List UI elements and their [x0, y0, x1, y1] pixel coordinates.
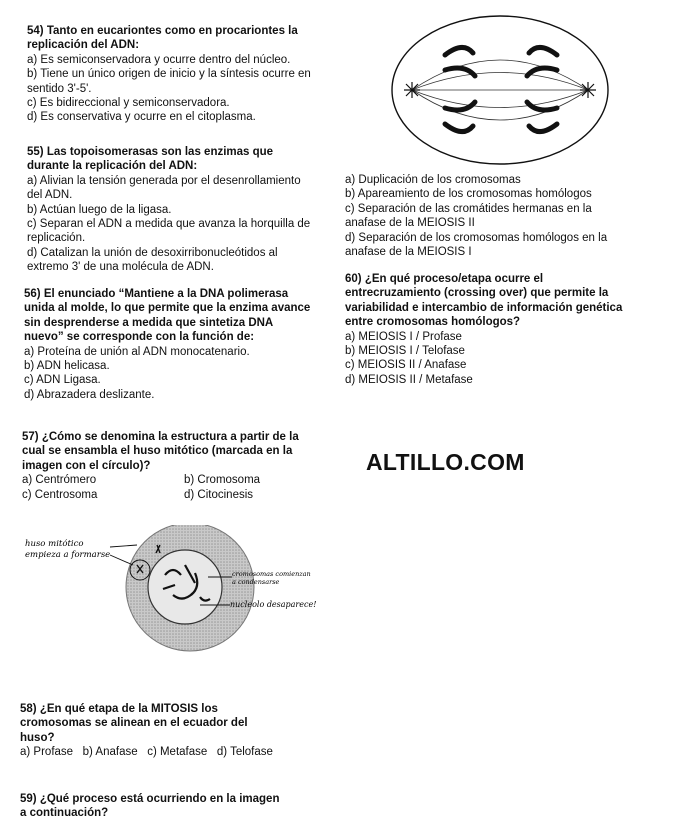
q57-option-b: b) Cromosoma: [184, 474, 261, 487]
q54-option-a: a) Es semiconservadora y ocurre dentro del núcleo.: [27, 53, 291, 66]
q57-option-a: a) Centrómero: [22, 474, 97, 487]
question-60: [345, 272, 627, 387]
q59-option-d: d) Separación de los cromosomas homólogos en la anafase de la MEIOSIS I: [345, 231, 608, 259]
question-60-title: 60) ¿En qué proceso/etapa ocurre el entrecruzamiento (crossing over) que permite la variabilidad e intercambio de información genética entre cromosomas homólogos?: [345, 273, 623, 329]
question-57-title: 57) ¿Cómo se denomina la estructura a partir de la cual se ensambla el huso mitótico (marcada en la imagen con el círculo)?: [22, 431, 299, 472]
q59-option-b: b) Apareamiento de los cromosomas homólogos: [345, 188, 592, 201]
q56-option-c: c) ADN Ligasa.: [24, 374, 101, 387]
q54-option-b: b) Tiene un único origen de inicio y la síntesis ocurre en sentido 3'-5'.: [27, 68, 311, 95]
q56-option-d: d) Abrazadera deslizante.: [24, 388, 155, 401]
question-58: [20, 702, 282, 760]
question-55: [27, 145, 312, 275]
q57-options-row-2: [22, 488, 307, 502]
question-58-title: 58) ¿En qué etapa de la MITOSIS los cromosomas se alinean en el ecuador del huso?: [20, 703, 248, 744]
q57-options-row-1: [22, 473, 307, 487]
question-55-title: 55) Las topoisomerasas son las enzimas que durante la replicación del ADN:: [27, 146, 274, 173]
q56-option-a: a) Proteína de unión al ADN monocatenario.: [24, 345, 250, 358]
q60-option-d: d) MEIOSIS II / Metafase: [345, 373, 473, 386]
question-59-options: [345, 173, 627, 259]
q54-option-c: c) Es bidireccional y semiconservadora.: [27, 97, 230, 110]
meiosis-anaphase-figure: [390, 10, 615, 170]
label-chromosomes-1: cromosomas comienzan: [232, 570, 311, 578]
q60-option-b: b) MEIOSIS I / Telofase: [345, 345, 465, 358]
label-nucleolus: nucleolo desaparece!: [230, 600, 317, 609]
q60-option-c: c) MEIOSIS II / Anafase: [345, 359, 467, 372]
label-spindle-2: empieza a formarse: [25, 550, 111, 560]
site-watermark: ALTILLO.COM: [366, 449, 525, 475]
question-56: [24, 287, 314, 402]
question-59-title: 59) ¿Qué proceso está ocurriendo en la imagen a continuación?: [20, 793, 280, 820]
label-spindle-1: huso mitótico: [25, 539, 84, 549]
q57-option-d: d) Citocinesis: [184, 488, 254, 501]
question-54: [27, 24, 312, 125]
question-59: [20, 792, 282, 821]
label-chromosomes-2: a condensarse: [232, 578, 280, 586]
question-57: [22, 430, 307, 502]
q55-option-a: a) Alivian la tensión generada por el desenrollamiento del ADN.: [27, 174, 301, 202]
q55-option-d: d) Catalizan la unión de desoxirribonucleótidos al extremo 3' de una molécula de ADN.: [27, 246, 278, 274]
q56-option-b: b) ADN helicasa.: [24, 360, 110, 373]
q57-option-c: c) Centrosoma: [22, 488, 98, 501]
q55-option-b: b) Actúan luego de la ligasa.: [27, 203, 172, 216]
q54-option-d: d) Es conservativa y ocurre en el citoplasma.: [27, 111, 256, 124]
nucleus: [148, 550, 222, 624]
q55-option-c: c) Separan el ADN a medida que avanza la horquilla de replicación.: [27, 218, 311, 245]
question-56-title: 56) El enunciado “Mantiene a la DNA polimerasa unida al molde, lo que permite que la enzima avance sin desprenderse a medida que sintetiza DNA nuevo” se corresponde con la función de:: [24, 288, 311, 344]
q59-option-c: c) Separación de las cromátides hermanas en la anafase de la MEIOSIS II: [345, 202, 592, 230]
cell-prophase-figure: [25, 525, 325, 675]
q59-option-a: a) Duplicación de los cromosomas: [345, 174, 521, 186]
q60-option-a: a) MEIOSIS I / Profase: [345, 330, 462, 343]
q58-options: a) Profase b) Anafase c) Metafase d) Telofase: [20, 746, 273, 759]
question-54-title: 54) Tanto en eucariontes como en procariontes la replicación del ADN:: [27, 25, 298, 52]
